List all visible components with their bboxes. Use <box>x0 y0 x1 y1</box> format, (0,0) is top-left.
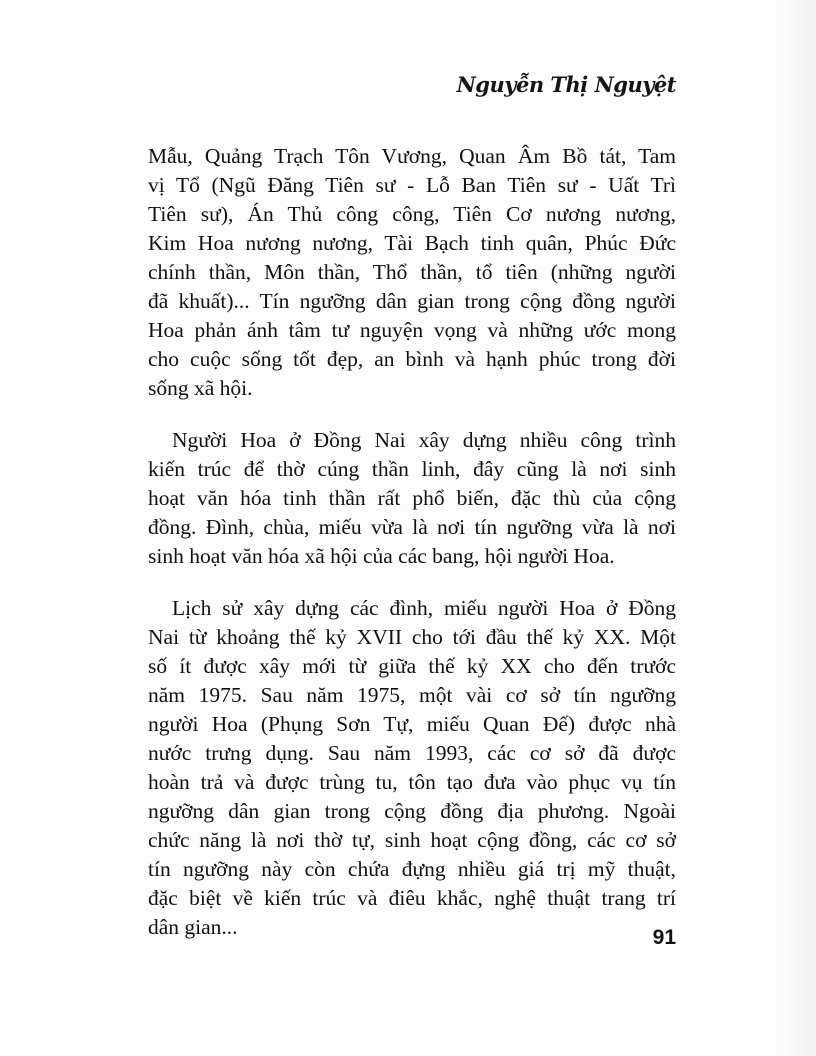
text-line: Kim Hoa nương nương, Tài Bạch tinh quân, Phúc Đức <box>148 231 676 255</box>
paragraph <box>148 426 676 571</box>
text-line: Mẫu, Quảng Trạch Tôn Vương, Quan Âm Bồ tát, Tam <box>148 144 676 168</box>
text-line: đặc biệt về kiến trúc và điêu khắc, nghệ thuật trang trí <box>148 886 676 910</box>
text-line: chính thần, Môn thần, Thổ thần, tổ tiên (những người <box>148 260 676 284</box>
text-line: vị Tổ (Ngũ Đăng Tiên sư - Lỗ Ban Tiên sư - Uất Trì <box>148 173 676 197</box>
text-line: sinh hoạt văn hóa xã hội của các bang, hội người Hoa. <box>148 544 615 568</box>
running-header: Nguyễn Thị Nguyệt <box>456 72 676 97</box>
text-line: hoàn trả và được trùng tu, tôn tạo đưa vào phục vụ tín <box>148 770 676 794</box>
text-line: kiến trúc để thờ cúng thần linh, đây cũng là nơi sinh <box>148 457 676 481</box>
text-line: hoạt văn hóa tinh thần rất phổ biến, đặc thù của cộng <box>148 486 676 510</box>
text-line: đã khuất)... Tín ngưỡng dân gian trong cộng đồng người <box>148 289 676 313</box>
text-line: cho cuộc sống tốt đẹp, an bình và hạnh phúc trong đời <box>148 347 676 371</box>
paragraph <box>148 142 676 403</box>
text-line: Lịch sử xây dựng các đình, miếu người Hoa ở Đồng <box>172 596 676 620</box>
text-line: ngưỡng dân gian trong cộng đồng địa phương. Ngoài <box>148 799 676 823</box>
text-line: Người Hoa ở Đồng Nai xây dựng nhiều công trình <box>172 428 676 452</box>
text-line: nước trưng dụng. Sau năm 1993, các cơ sở đã được <box>148 741 676 765</box>
text-line: người Hoa (Phụng Sơn Tự, miếu Quan Đế) được nhà <box>148 712 676 736</box>
body-text <box>148 142 676 965</box>
text-line: Hoa phản ánh tâm tư nguyện vọng và những ước mong <box>148 318 676 342</box>
paragraph <box>148 594 676 942</box>
page-edge-shadow <box>776 0 816 1056</box>
text-line: Nai từ khoảng thế kỷ XVII cho tới đầu thế kỷ XX. Một <box>148 625 676 649</box>
text-line: chức năng là nơi thờ tự, sinh hoạt cộng đồng, các cơ sở <box>148 828 676 852</box>
text-line: tín ngưỡng này còn chứa đựng nhiều giá trị mỹ thuật, <box>148 857 676 881</box>
text-line: đồng. Đình, chùa, miếu vừa là nơi tín ngưỡng vừa là nơi <box>148 515 676 539</box>
page-number: 91 <box>652 926 676 949</box>
text-line: năm 1975. Sau năm 1975, một vài cơ sở tín ngưỡng <box>148 683 676 707</box>
text-line: Tiên sư), Án Thủ công công, Tiên Cơ nương nương, <box>148 202 676 226</box>
text-line: số ít được xây mới từ giữa thế kỷ XX cho đến trước <box>148 654 676 678</box>
text-line: dân gian... <box>148 915 238 939</box>
text-line: sống xã hội. <box>148 376 253 400</box>
